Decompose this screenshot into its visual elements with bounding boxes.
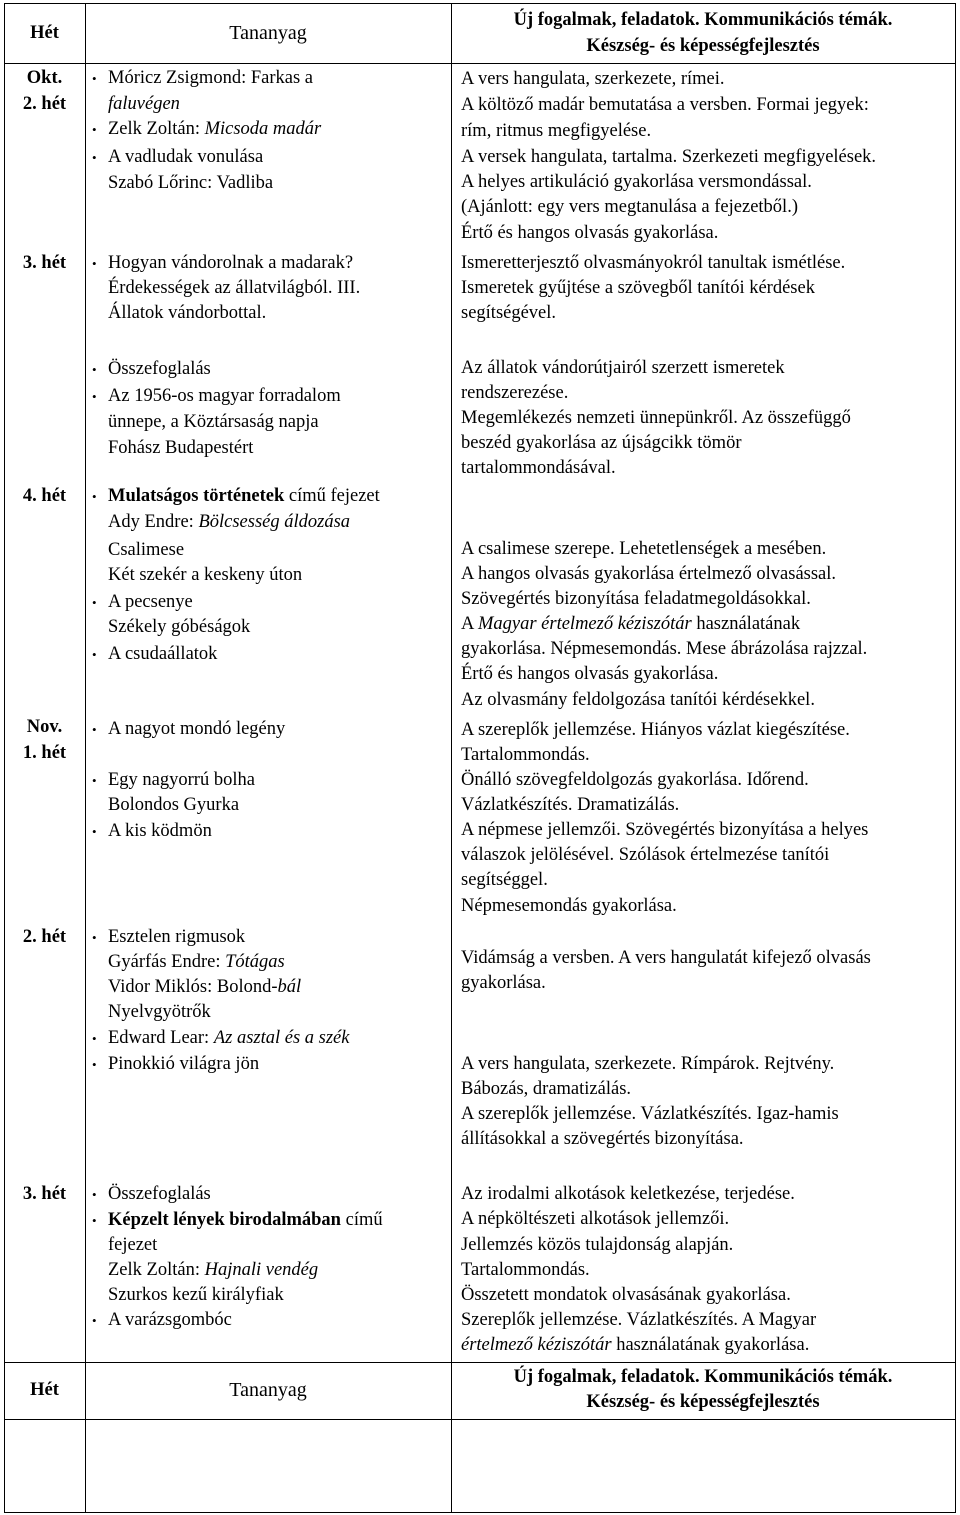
bullet-icon: • [92,647,97,662]
tananyag-item: faluvégen [108,94,180,114]
week-okt-2: 2. hét [22,94,67,114]
bullet-icon: • [92,71,97,86]
tananyag-item: Hogyan vándorolnak a madarak? [108,253,354,273]
week-nov: Nov. [26,717,63,737]
bullet-icon: • [92,1313,97,1328]
tananyag-item: Pinokkió világra jön [108,1054,260,1074]
tananyag-item: A kis ködmön [108,821,212,841]
week-okt: Okt. [26,68,63,88]
skill-line: A költöző madár bemutatása a versben. Formai jegyek: [461,95,869,115]
skill-line: Tartalommondás. [461,1260,590,1280]
skill-line: Szereplők jellemzése. Vázlatkészítés. A Magyar [461,1310,817,1330]
skill-line: gyakorlása. [461,973,546,993]
bullet-icon: • [92,150,97,165]
bullet-icon: • [92,595,97,610]
skill-line: Értő és hangos olvasás gyakorlása. [461,223,719,243]
tananyag-item: Zelk Zoltán: Micsoda madár [108,119,322,139]
tananyag-item: A nagyot mondó legény [108,719,286,739]
skill-line: Jellemzés közös tulajdonság alapján. [461,1235,734,1255]
tananyag-item: Nyelvgyötrők [108,1002,211,1022]
table-border-right [955,3,956,1513]
skill-line: A versek hangulata, tartalma. Szerkezeti megfigyelések. [461,147,877,167]
week-2: 2. hét [22,927,67,947]
column-divider-1 [85,3,86,1513]
week-nov-1: 1. hét [22,743,67,763]
skill-line: értelmező kéziszótár használatának gyakorlása. [461,1335,810,1355]
footer-bottom-divider [4,1419,956,1420]
tananyag-item: A pecsenye [108,592,193,612]
header-divider [4,63,956,64]
tananyag-item: Összefoglalás [108,359,211,379]
skill-line: Vidámság a versben. A vers hangulatát kifejező olvasás [461,948,871,968]
skill-line: A Magyar értelmező kéziszótár használatának [461,614,801,634]
tananyag-item: Két szekér a keskeny úton [108,565,303,585]
bullet-icon: • [92,389,97,404]
table-border-top [4,3,956,4]
tananyag-item: Székely góbéságok [108,617,251,637]
tananyag-item: fejezet [108,1235,158,1255]
skill-line: A csalimese szerepe. Lehetetlenségek a mesében. [461,539,827,559]
tananyag-item: Összefoglalás [108,1184,211,1204]
skill-line: Összetett mondatok olvasásának gyakorlása. [461,1285,791,1305]
bullet-icon: • [92,1057,97,1072]
week-4: 4. hét [22,486,67,506]
skill-line: válaszok jelölésével. Szólások értelmezése tanítói [461,845,830,865]
skill-line: Értő és hangos olvasás gyakorlása. [461,664,719,684]
skill-line: Tartalommondás. [461,745,590,765]
tananyag-item: Esztelen rigmusok [108,927,246,947]
skill-line: Vázlatkészítés. Dramatizálás. [461,795,680,815]
bullet-icon: • [92,722,97,737]
skill-line: rendszerezése. [461,383,569,403]
footer-tananyag: Tananyag [229,1379,307,1401]
skill-line: A népköltészeti alkotások jellemzői. [461,1209,730,1229]
tananyag-item: Fohász Budapestért [108,438,254,458]
skill-line: rím, ritmus megfigyelése. [461,121,652,141]
tananyag-item: Bolondos Gyurka [108,795,240,815]
skill-line: segítségével. [461,303,557,323]
tananyag-item: ünnepe, a Köztársaság napja [108,412,319,432]
tananyag-item: Ady Endre: Bölcsesség áldozása [108,512,351,532]
skill-line: Bábozás, dramatizálás. [461,1079,632,1099]
bullet-icon: • [92,489,97,504]
footer-fogalmak-line2: Készség- és képességfejlesztés [586,1392,820,1412]
skill-line: A szereplők jellemzése. Vázlatkészítés. Igaz-hamis [461,1104,839,1124]
tananyag-item: Állatok vándorbottal. [108,303,267,323]
footer-het: Hét [30,1380,59,1400]
skill-line: gyakorlása. Népmesemondás. Mese ábrázolása rajzzal. [461,639,868,659]
bullet-icon: • [92,1187,97,1202]
skill-line: Szövegértés bizonyítása feladatmegoldásokkal. [461,589,811,609]
tananyag-item: Képzelt lények birodalmában című [108,1210,383,1230]
skill-line: A népmese jellemzői. Szövegértés bizonyítása a helyes [461,820,869,840]
tananyag-item: Zelk Zoltán: Hajnali vendég [108,1260,319,1280]
tananyag-item: A csudaállatok [108,644,218,664]
tananyag-item: Mulatságos történetek című fejezet [108,486,380,506]
skill-line: Önálló szövegfeldolgozás gyakorlása. Időrend. [461,770,809,790]
skill-line: beszéd gyakorlása az újságcikk tömör [461,433,742,453]
bullet-icon: • [92,1031,97,1046]
skill-line: A vers hangulata, szerkezete, rímei. [461,69,725,89]
table-border-bottom [4,1512,956,1513]
skill-line: (Ajánlott: egy vers megtanulása a fejezetből.) [461,197,798,217]
column-divider-2 [451,3,452,1513]
skill-line: A szereplők jellemzése. Hiányos vázlat kiegészítése. [461,720,850,740]
bullet-icon: • [92,122,97,137]
tananyag-item: A varázsgombóc [108,1310,232,1330]
bullet-icon: • [92,930,97,945]
tananyag-item: Vidor Miklós: Bolond-bál [108,977,302,997]
tananyag-item: Az 1956-os magyar forradalom [108,386,341,406]
bullet-icon: • [92,1213,97,1228]
bullet-icon: • [92,773,97,788]
tananyag-item: Szurkos kezű királyfiak [108,1285,284,1305]
skill-line: A vers hangulata, szerkezete. Rímpárok. Rejtvény. [461,1054,835,1074]
skill-line: állításokkal a szövegértés bizonyítása. [461,1129,744,1149]
bullet-icon: • [92,362,97,377]
header-het: Hét [30,23,59,43]
skill-line: segítséggel. [461,870,548,890]
skill-line: Ismeretterjesztő olvasmányokról tanultak ismétlése. [461,253,846,273]
tananyag-item: A vadludak vonulása [108,147,264,167]
skill-line: A hangos olvasás gyakorlása értelmező olvasással. [461,564,837,584]
skill-line: Az irodalmi alkotások keletkezése, terjedése. [461,1184,795,1204]
skill-line: Népmesemondás gyakorlása. [461,896,677,916]
week-3b: 3. hét [22,1184,67,1204]
skill-line: Megemlékezés nemzeti ünnepünkről. Az összefüggő [461,408,851,428]
skill-line: Ismeretek gyűjtése a szövegből tanítói kérdések [461,278,815,298]
bullet-icon: • [92,824,97,839]
skill-line: Az állatok vándorútjairól szerzett ismeretek [461,358,785,378]
footer-fogalmak-line1: Új fogalmak, feladatok. Kommunikációs témák. [513,1367,893,1387]
header-tananyag: Tananyag [229,22,307,44]
tananyag-item: Érdekességek az állatvilágból. III. [108,278,361,298]
header-fogalmak-line2: Készség- és képességfejlesztés [586,36,820,56]
tananyag-item: Edward Lear: Az asztal és a szék [108,1028,350,1048]
skill-line: Az olvasmány feldolgozása tanítói kérdésekkel. [461,690,815,710]
tananyag-item: Csalimese [108,540,185,560]
tananyag-item: Gyárfás Endre: Tótágas [108,952,285,972]
skill-line: tartalommondásával. [461,458,616,478]
tananyag-item: Szabó Lőrinc: Vadliba [108,173,274,193]
bullet-icon: • [92,256,97,271]
footer-divider [4,1362,956,1363]
week-3a: 3. hét [22,253,67,273]
header-fogalmak-line1: Új fogalmak, feladatok. Kommunikációs témák. [513,10,893,30]
tananyag-item: Egy nagyorrú bolha [108,770,255,790]
skill-line: A helyes artikuláció gyakorlása versmondással. [461,172,812,192]
tananyag-item: Móricz Zsigmond: Farkas a [108,68,313,88]
